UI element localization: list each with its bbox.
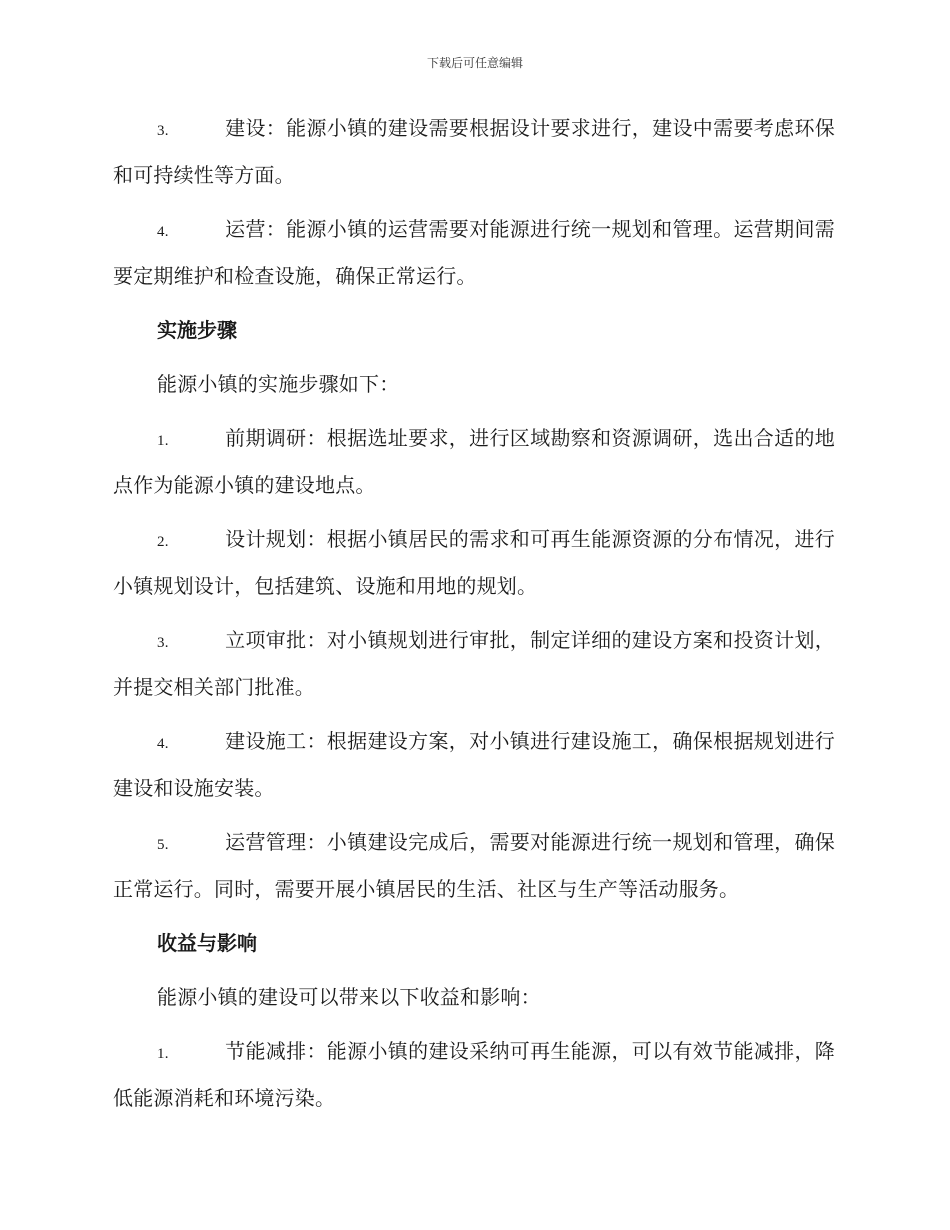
list-item [113, 517, 835, 608]
list-item [113, 207, 835, 298]
list-number: 2. [157, 534, 169, 550]
list-number: 1. [157, 433, 169, 449]
list-text: 运营：能源小镇的运营需要对能源进行统一规划和管理。运营期间需要定期维护和检查设施，确保正常运行。 [113, 217, 835, 288]
list-item [113, 416, 835, 507]
list-item [113, 1029, 835, 1120]
list-item [113, 820, 835, 911]
list-number: 4. [157, 224, 169, 240]
list-number: 1. [157, 1046, 169, 1062]
list-number: 3. [157, 123, 169, 139]
list-number: 5. [157, 837, 169, 853]
list-text: 节能减排：能源小镇的建设采纳可再生能源，可以有效节能减排，降低能源消耗和环境污染。 [113, 1039, 835, 1110]
list-number: 3. [157, 635, 169, 651]
section-heading-implementation: 实施步骤 [157, 318, 237, 342]
list-text: 前期调研：根据选址要求，进行区域勘察和资源调研，选出合适的地点作为能源小镇的建设地点。 [113, 426, 835, 497]
list-text: 建设：能源小镇的建设需要根据设计要求进行，建设中需要考虑环保和可持续性等方面。 [113, 116, 835, 187]
list-text: 建设施工：根据建设方案，对小镇进行建设施工，确保根据规划进行建设和设施安装。 [113, 729, 835, 800]
list-text: 立项审批：对小镇规划进行审批，制定详细的建设方案和投资计划，并提交相关部门批准。 [113, 628, 835, 699]
page-header: 下载后可任意编辑 [426, 56, 523, 70]
list-item [113, 618, 835, 709]
document-body [113, 106, 835, 1130]
paragraph: 能源小镇的实施步骤如下： [157, 372, 400, 396]
list-text: 运营管理：小镇建设完成后，需要对能源进行统一规划和管理，确保正常运行。同时，需要开展小镇居民的生活、社区与生产等活动服务。 [113, 830, 835, 901]
paragraph: 能源小镇的建设可以带来以下收益和影响： [157, 985, 541, 1009]
list-number: 4. [157, 736, 169, 752]
section-heading-benefits: 收益与影响 [157, 931, 257, 955]
list-item [113, 106, 835, 197]
list-item [113, 719, 835, 810]
list-text: 设计规划：根据小镇居民的需求和可再生能源资源的分布情况，进行小镇规划设计，包括建筑、设施和用地的规划。 [113, 527, 835, 598]
